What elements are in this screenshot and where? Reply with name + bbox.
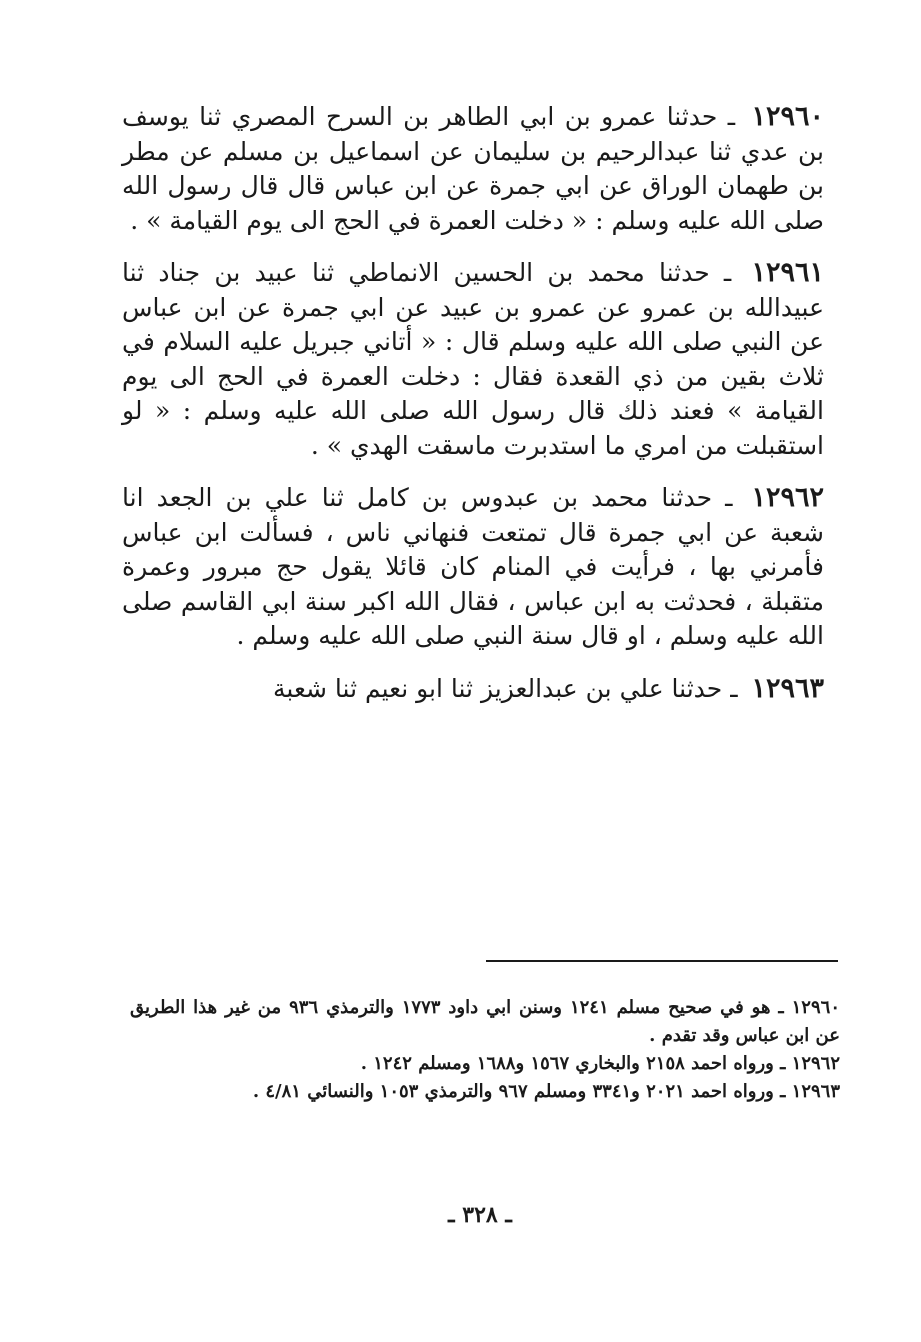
hadith-entry <box>122 481 824 654</box>
hadith-text: ـ حدثنا علي بن عبدالعزيز ثنا ابو نعيم ثنا شعبة <box>273 673 738 703</box>
hadith-number: ١٢٩٦١ <box>751 257 824 288</box>
footnotes <box>130 994 840 1106</box>
hadith-number: ١٢٩٦٢ <box>751 482 825 513</box>
hadith-entry <box>122 256 824 463</box>
footnote-divider <box>486 960 838 962</box>
page-number: ـ ٣٢٨ ـ <box>448 1202 512 1228</box>
hadith-text: ـ حدثنا محمد بن عبدوس بن كامل ثنا علي بن الجعد انا شعبة عن ابي جمرة قال تمتعت فنهاني ناس ، فسألت ابن عباس فأمرني بها ، فرأيت في المنام كان قائلا يقول حج مبرور وعمرة متقبلة ، فحدثت به ابن عباس ، فقال الله اكبر سنة ابي القاسم صلى الله عليه وسلم ، او قال سنة النبي صلى الله عليه وسلم . <box>122 483 824 650</box>
footnote: ١٢٩٦٣ ـ ورواه احمد ٢٠٢١ و٣٣٤١ ومسلم ٩٦٧ والترمذي ١٠٥٣ والنسائي ٤/٨١ . <box>252 1081 840 1102</box>
footnote: ١٢٩٦٠ ـ هو في صحيح مسلم ١٢٤١ وسنن ابي داود ١٧٧٣ والترمذي ٩٣٦ من غير هذا الطريق عن ابن عباس وقد تقدم . <box>130 997 840 1046</box>
hadith-entry <box>122 672 824 707</box>
main-text <box>122 100 824 706</box>
hadith-number: ١٢٩٦٠ <box>751 101 824 132</box>
hadith-entry <box>122 100 824 238</box>
hadith-text: ـ حدثنا عمرو بن ابي الطاهر بن السرح المصري ثنا يوسف بن عدي ثنا عبدالرحيم بن سليمان عن اسماعيل بن مسلم عن مطر بن طهمان الوراق عن ابي جمرة عن ابن عباس قال قال رسول الله صلى الله عليه وسلم : « دخلت العمرة في الحج الى يوم القيامة » . <box>122 102 824 235</box>
hadith-number: ١٢٩٦٣ <box>751 672 824 704</box>
hadith-text: ـ حدثنا محمد بن الحسين الانماطي ثنا عبيد بن جناد ثنا عبيدالله بن عمرو عن عمرو بن عبيد عن ابي جمرة عن ابن عباس عن النبي صلى الله عليه وسلم قال : « أتاني جبريل عليه السلام في ثلاث بقين من ذي القعدة فقال : دخلت العمرة في الحج الى يوم القيامة » فعند ذلك قال رسول الله صلى الله عليه وسلم : « لو استقبلت من امري ما استدبرت ماسقت الهدي » . <box>122 258 824 460</box>
footnote: ١٢٩٦٢ ـ ورواه احمد ٢١٥٨ والبخاري ١٥٦٧ و١٦٨٨ ومسلم ١٢٤٢ . <box>360 1053 840 1074</box>
